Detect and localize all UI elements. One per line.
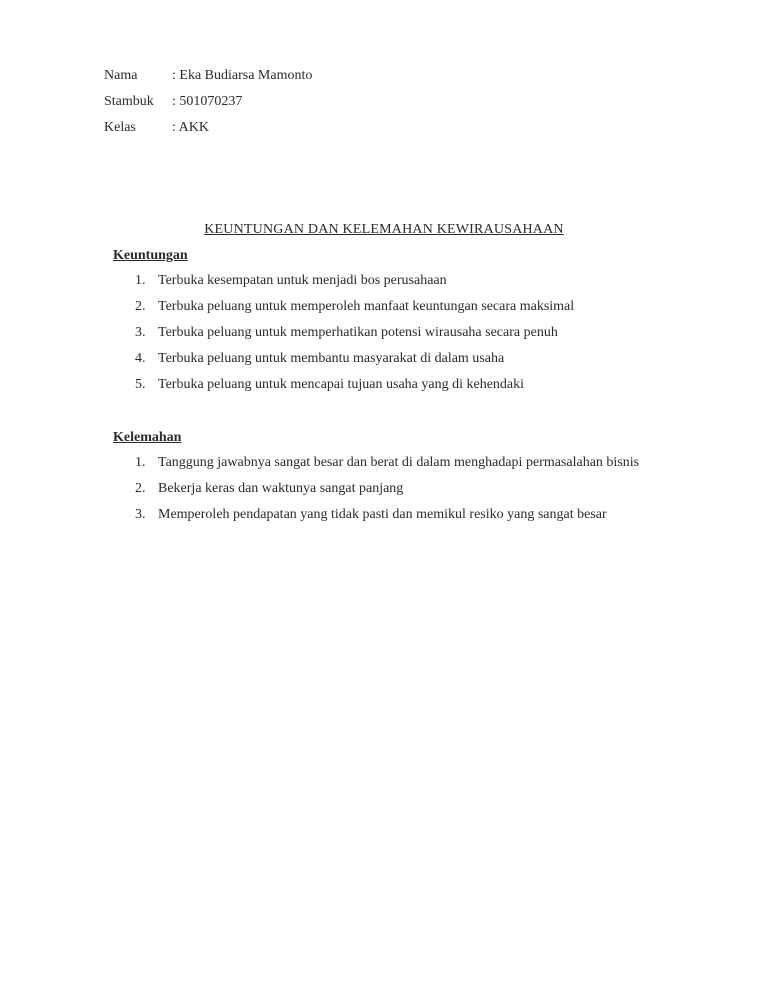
list-item-number: 3. — [135, 325, 146, 340]
identity-label: Kelas — [104, 120, 136, 135]
list-item — [0, 372, 655, 398]
list-item-text: Memperoleh pendapatan yang tidak pasti dan memikul resiko yang sangat besar — [158, 507, 607, 522]
list-item — [0, 346, 655, 372]
identity-value: : AKK — [172, 120, 209, 135]
list-item-number: 2. — [135, 299, 146, 314]
identity-block — [104, 66, 312, 144]
identity-value: : 501070237 — [172, 94, 243, 109]
list-item-text: Terbuka peluang untuk memperhatikan potensi wirausaha secara penuh — [158, 325, 558, 340]
kelemahan-list — [0, 450, 655, 528]
list-item — [0, 502, 655, 528]
keuntungan-list — [0, 268, 655, 398]
list-item-text: Terbuka peluang untuk membantu masyarakat di dalam usaha — [158, 351, 505, 366]
keuntungan-heading: Keuntungan — [113, 248, 188, 263]
list-item — [0, 476, 655, 502]
list-item-number: 1. — [135, 273, 146, 288]
list-item-number: 5. — [135, 377, 146, 392]
identity-row-nama — [104, 66, 312, 92]
list-item-number: 4. — [135, 351, 146, 366]
list-item — [0, 268, 655, 294]
list-item-number: 3. — [135, 507, 146, 522]
list-item-number: 2. — [135, 481, 146, 496]
list-item-number: 1. — [135, 455, 146, 470]
identity-row-kelas — [104, 118, 312, 144]
identity-row-stambuk — [104, 92, 312, 118]
document-title: KEUNTUNGAN DAN KELEMAHAN KEWIRAUSAHAAN — [204, 222, 564, 237]
list-item-text: Terbuka peluang untuk mencapai tujuan usaha yang di kehendaki — [158, 377, 525, 392]
list-item — [0, 320, 655, 346]
list-item-text: Bekerja keras dan waktunya sangat panjang — [158, 481, 404, 496]
kelemahan-heading: Kelemahan — [113, 430, 182, 445]
list-item — [0, 450, 655, 476]
identity-label: Nama — [104, 68, 138, 83]
list-item-text: Terbuka peluang untuk memperoleh manfaat keuntungan secara maksimal — [158, 299, 575, 314]
list-item-text: Terbuka kesempatan untuk menjadi bos perusahaan — [158, 273, 447, 288]
identity-label: Stambuk — [104, 94, 154, 109]
list-item — [0, 294, 655, 320]
identity-value: : Eka Budiarsa Mamonto — [172, 68, 313, 83]
list-item-text: Tanggung jawabnya sangat besar dan berat di dalam menghadapi permasalahan bisnis — [158, 455, 640, 470]
